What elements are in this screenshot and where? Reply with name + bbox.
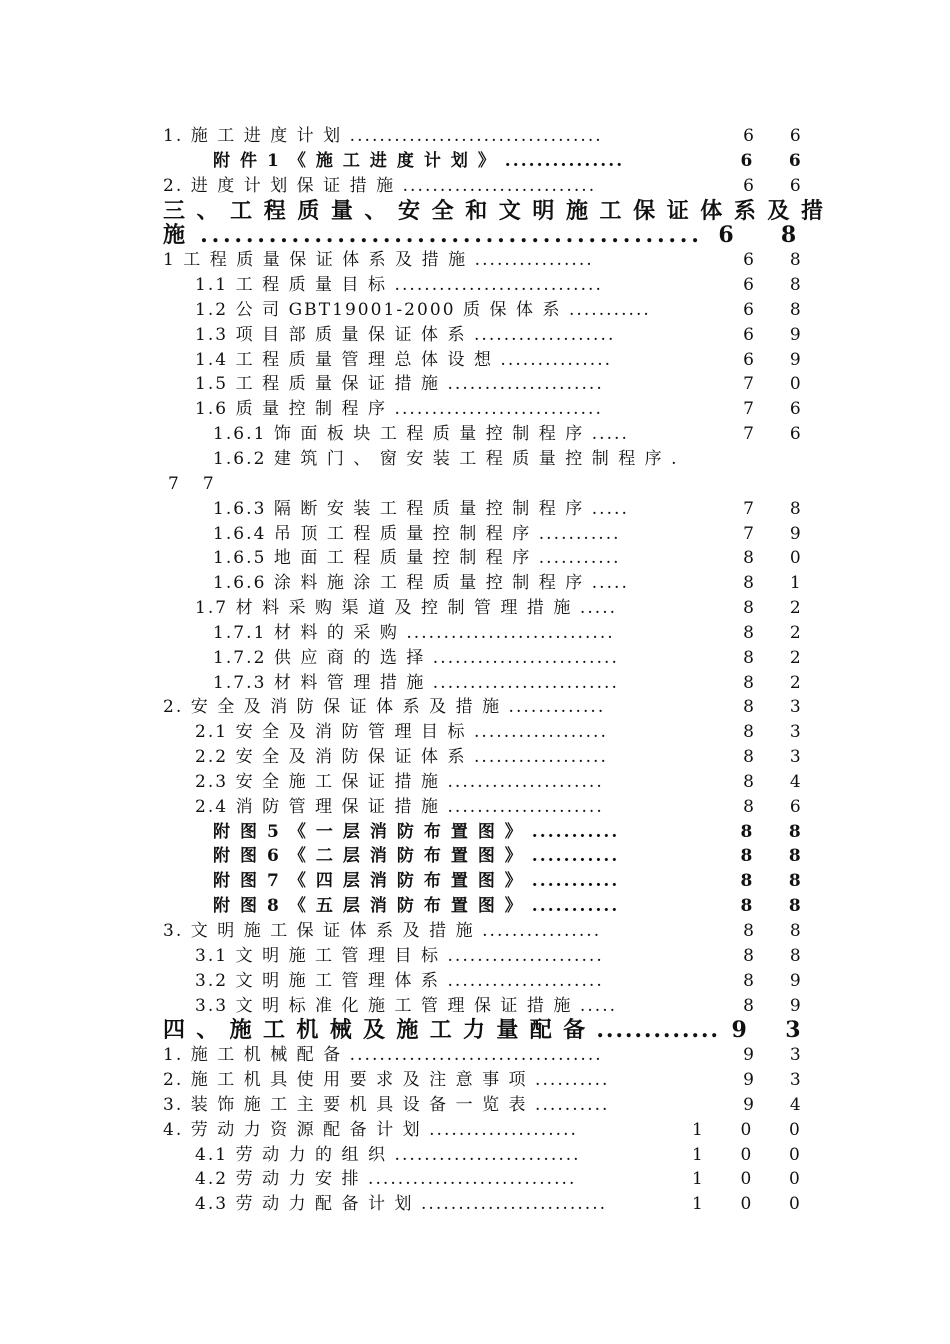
toc-row: [0, 671, 950, 696]
toc-entry-text: 1. 施 工 机 械 配 备 ..................................: [163, 1045, 603, 1066]
toc-row: [0, 223, 950, 248]
toc-row: [0, 969, 950, 994]
toc-page-number: 8 2: [743, 598, 816, 619]
toc-entry-text: 附 件 1 《 施 工 进 度 计 划 》 ...............: [213, 150, 625, 171]
toc-page-number: 8 1: [743, 573, 816, 594]
toc-entry-text: 1.6.4 吊 顶 工 程 质 量 控 制 程 序 ...........: [213, 523, 621, 544]
toc-row: [0, 124, 950, 149]
toc-row: [0, 571, 950, 596]
toc-row: [0, 770, 950, 795]
toc-page-number: 8 2: [743, 647, 816, 668]
toc-entry-text: 1.7 材 料 采 购 渠 道 及 控 制 管 理 措 施 .....: [195, 598, 618, 619]
toc-page-number: 8 3: [743, 722, 816, 743]
toc-row: [0, 323, 950, 348]
toc-row: [0, 1143, 950, 1168]
toc-entry-text: 3.1 文 明 施 工 管 理 目 标 .....................: [195, 945, 604, 966]
toc-page-number: 8 3: [743, 697, 816, 718]
toc-entry-text: 1.6.3 隔 断 安 装 工 程 质 量 控 制 程 序 .....: [213, 498, 629, 519]
toc-page-number: 7 8: [743, 498, 816, 519]
table-of-contents: [0, 124, 950, 1217]
toc-row: [0, 1043, 950, 1068]
toc-row: [0, 422, 950, 447]
toc-entry-text: 1.6 质 量 控 制 程 序 ............................: [195, 399, 603, 420]
toc-page-number: 8 8: [740, 896, 816, 917]
toc-row: [0, 994, 950, 1019]
toc-row: [0, 1192, 950, 1217]
toc-entry-text: 1.7.3 材 料 管 理 措 施 .........................: [213, 672, 619, 693]
toc-entry-text: 1.6.6 涂 料 施 涂 工 程 质 量 控 制 程 序 .....: [213, 573, 629, 594]
toc-row: [0, 1093, 950, 1118]
toc-row: [0, 820, 950, 845]
toc-page-number: 7 0: [743, 374, 816, 395]
toc-row: [0, 298, 950, 323]
toc-entry-text: 2.1 安 全 及 消 防 管 理 目 标 ..................: [195, 722, 608, 743]
toc-row: [0, 248, 950, 273]
toc-page-number: 8 6: [743, 796, 816, 817]
toc-entry-text: 2.3 安 全 施 工 保 证 措 施 .....................: [195, 771, 604, 792]
toc-page-number: 6 6: [743, 126, 816, 146]
toc-entry-text: 3.3 文 明 标 准 化 施 工 管 理 保 证 措 施 .....: [195, 995, 618, 1016]
toc-row: [0, 646, 950, 671]
toc-entry-text: 2.4 消 防 管 理 保 证 措 施 .....................: [195, 796, 604, 817]
toc-row: [0, 1118, 950, 1143]
toc-page-number: 8 2: [743, 622, 816, 643]
toc-entry-text: 7 7: [168, 473, 224, 494]
toc-page-number: 8 2: [743, 672, 816, 693]
toc-page-number: 6 8: [718, 222, 816, 249]
toc-row: [0, 372, 950, 397]
toc-entry-text: 1.6.1 饰 面 板 块 工 程 质 量 控 制 程 序 .....: [213, 424, 629, 445]
toc-row: [0, 745, 950, 770]
toc-entry-text: 3. 文 明 施 工 保 证 体 系 及 措 施 ................: [163, 921, 602, 941]
toc-page-number: 6 6: [740, 150, 816, 171]
toc-row: [0, 348, 950, 373]
toc-page-number: 9 3: [743, 1070, 816, 1091]
toc-page-number: 8 8: [740, 846, 816, 867]
toc-row: [0, 596, 950, 621]
toc-entry-text: 1.6.5 地 面 工 程 质 量 控 制 程 序 ...........: [213, 548, 621, 569]
toc-row: [0, 919, 950, 944]
toc-row: [0, 720, 950, 745]
toc-entry-text: 4. 劳 动 力 资 源 配 备 计 划 ....................: [163, 1119, 578, 1140]
toc-entry-text: 1 工 程 质 量 保 证 体 系 及 措 施 ................: [163, 250, 594, 271]
toc-entry-text: 2. 施 工 机 具 使 用 要 求 及 注 意 事 项 ..........: [163, 1070, 610, 1091]
toc-page-number: 6 8: [743, 250, 816, 271]
toc-entry-text: 施 ............................................: [163, 222, 703, 249]
toc-page-number: 8 8: [740, 871, 816, 892]
toc-row: [0, 522, 950, 547]
toc-row: [0, 695, 950, 720]
toc-row: [0, 497, 950, 522]
toc-page-number: 8 8: [740, 821, 816, 842]
toc-page-number: 6 8: [743, 275, 816, 296]
toc-entry-text: 1.7.1 材 料 的 采 购 ............................: [213, 622, 615, 643]
toc-page-number: 6 9: [743, 324, 816, 345]
toc-entry-text: 1.1 工 程 质 量 目 标 ............................: [195, 275, 603, 296]
toc-entry-text: 附 图 5 《 一 层 消 防 布 置 图 》 ...........: [213, 821, 620, 842]
toc-entry-text: 四 、 施 工 机 械 及 施 工 力 量 配 备 .............: [163, 1017, 720, 1044]
toc-row: [0, 844, 950, 869]
toc-entry-text: 1.4 工 程 质 量 管 理 总 体 设 想 ...............: [195, 349, 613, 370]
toc-row: [0, 869, 950, 894]
toc-row: [0, 1018, 950, 1043]
toc-entry-text: 3.2 文 明 施 工 管 理 体 系 .....................: [195, 970, 604, 991]
toc-page-number: 7 9: [743, 523, 816, 544]
toc-entry-text: 1. 施 工 进 度 计 划 ..................................: [163, 126, 603, 146]
toc-entry-text: 1.6.2 建 筑 门 、 窗 安 装 工 程 质 量 控 制 程 序 .: [213, 448, 679, 469]
toc-page-number: 9 3: [731, 1017, 816, 1044]
toc-entry-text: 附 图 6 《 二 层 消 防 布 置 图 》 ...........: [213, 846, 620, 867]
toc-page-number: 9 3: [743, 1045, 816, 1066]
toc-row: [0, 546, 950, 571]
toc-row: [0, 795, 950, 820]
toc-entry-text: 2. 安 全 及 消 防 保 证 体 系 及 措 施 .............: [163, 697, 606, 718]
toc-row: [0, 1167, 950, 1192]
toc-row: [0, 1068, 950, 1093]
toc-page-number: 8 3: [743, 747, 816, 768]
toc-row: [0, 894, 950, 919]
toc-page-number: 8 9: [743, 995, 816, 1016]
toc-row: [0, 149, 950, 174]
toc-entry-text: 三 、 工 程 质 量 、 安 全 和 文 明 施 工 保 证 体 系 及 措: [163, 197, 825, 224]
toc-entry-text: 1.2 公 司 GBT19001-2000 质 保 体 系 ...........: [195, 299, 651, 320]
toc-entry-text: 4.1 劳 动 力 的 组 织 .........................: [195, 1144, 581, 1165]
toc-row: [0, 199, 950, 224]
toc-page-number: 8 4: [743, 771, 816, 792]
toc-entry-text: 附 图 8 《 五 层 消 防 布 置 图 》 ...........: [213, 896, 620, 917]
toc-page-number: 6 6: [743, 175, 816, 196]
toc-row: [0, 397, 950, 422]
toc-page-number: 8 0: [743, 548, 816, 569]
toc-page-number: 1 0 0: [691, 1194, 816, 1215]
toc-page-number: 1 0 0: [691, 1169, 816, 1190]
toc-page-number: 1 0 0: [691, 1144, 816, 1165]
toc-entry-text: 1.5 工 程 质 量 保 证 措 施 .....................: [195, 374, 604, 395]
toc-page-number: 9 4: [743, 1094, 816, 1115]
toc-page-number: 8 9: [743, 970, 816, 991]
toc-entry-text: 1.7.2 供 应 商 的 选 择 .........................: [213, 647, 619, 668]
toc-page-number: 8 8: [743, 921, 816, 941]
toc-entry-text: 4.3 劳 动 力 配 备 计 划 .........................: [195, 1194, 608, 1215]
toc-row: [0, 447, 950, 472]
toc-page-number: 7 6: [743, 399, 816, 420]
toc-row: [0, 621, 950, 646]
toc-entry-text: 4.2 劳 动 力 安 排 ............................: [195, 1169, 577, 1190]
toc-entry-text: 附 图 7 《 四 层 消 防 布 置 图 》 ...........: [213, 871, 620, 892]
toc-row: [0, 944, 950, 969]
toc-page-number: 8 8: [743, 945, 816, 966]
toc-page-number: 1 0 0: [691, 1119, 816, 1140]
toc-entry-text: 2.2 安 全 及 消 防 保 证 体 系 ..................: [195, 747, 608, 768]
toc-entry-text: 3. 装 饰 施 工 主 要 机 具 设 备 一 览 表 ..........: [163, 1094, 610, 1115]
toc-page-number: 7 6: [743, 424, 816, 445]
toc-row: [0, 174, 950, 199]
toc-entry-text: 2. 进 度 计 划 保 证 措 施 ..........................: [163, 175, 597, 196]
toc-row: [0, 472, 950, 497]
toc-row: [0, 273, 950, 298]
toc-page-number: 6 9: [743, 349, 816, 370]
toc-page-number: 6 8: [743, 299, 816, 320]
toc-entry-text: 1.3 项 目 部 质 量 保 证 体 系 ...................: [195, 324, 616, 345]
